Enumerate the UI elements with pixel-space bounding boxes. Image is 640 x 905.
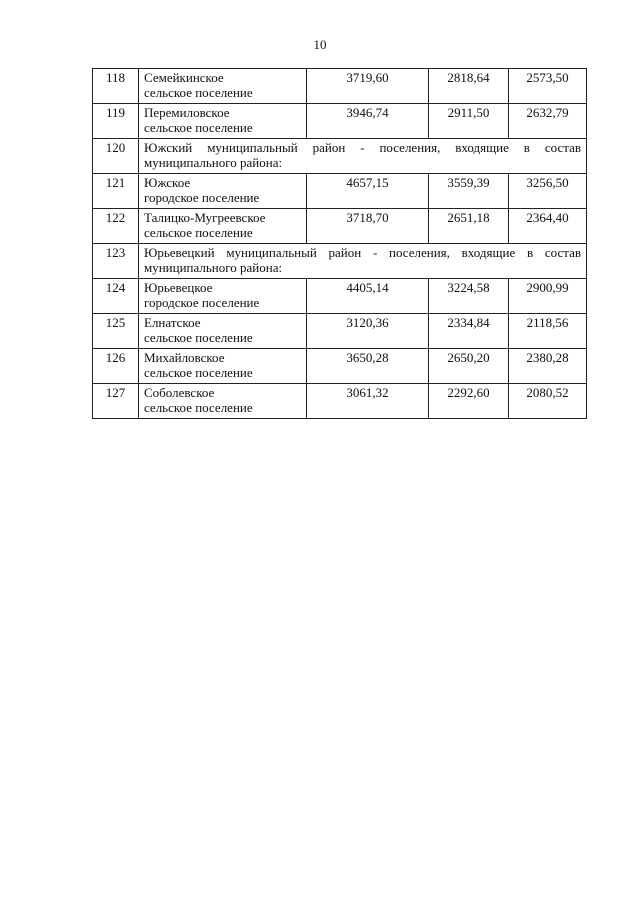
page-number: 10 [313,37,327,52]
table-row [93,279,587,314]
value-col-3: 2632,79 [509,104,587,139]
value-col-3: 2118,56 [509,314,587,349]
settlement-name [139,104,307,139]
value-col-1: 3718,70 [307,209,429,244]
settlement-name [139,349,307,384]
value-col-2: 2334,84 [429,314,509,349]
district-header: Юрьевецкий муниципальный район - поселения, входящие в состав муниципального района: [139,244,587,279]
settlement-name-line1: Михайловское [144,350,225,365]
settlement-name-line1: Талицко-Мугреевское [144,210,266,225]
table-row [93,349,587,384]
settlement-type-line2: сельское поселение [144,85,253,100]
value-col-1: 3946,74 [307,104,429,139]
settlement-name-line1: Юрьевецкое [144,280,213,295]
table-row [93,104,587,139]
value-col-1: 3719,60 [307,69,429,104]
section-header-row [93,244,587,279]
settlement-type-line2: сельское поселение [144,225,253,240]
row-number: 119 [93,104,139,139]
row-number: 121 [93,174,139,209]
value-col-3: 2364,40 [509,209,587,244]
table-row [93,174,587,209]
value-col-1: 4405,14 [307,279,429,314]
settlement-type-line2: сельское поселение [144,120,253,135]
value-col-2: 3559,39 [429,174,509,209]
settlement-type-line2: городское поселение [144,295,260,310]
section-header-row [93,139,587,174]
value-col-3: 2900,99 [509,279,587,314]
settlement-name-line1: Южское [144,175,191,190]
value-col-1: 4657,15 [307,174,429,209]
settlement-name [139,69,307,104]
settlement-type-line2: сельское поселение [144,400,253,415]
settlement-type-line2: городское поселение [144,190,260,205]
value-col-3: 3256,50 [509,174,587,209]
settlement-name [139,279,307,314]
settlement-name [139,174,307,209]
value-col-3: 2380,28 [509,349,587,384]
table-body [93,69,587,419]
settlement-name [139,384,307,419]
row-number: 122 [93,209,139,244]
value-col-1: 3061,32 [307,384,429,419]
row-number: 126 [93,349,139,384]
row-number: 118 [93,69,139,104]
value-col-2: 3224,58 [429,279,509,314]
value-col-2: 2818,64 [429,69,509,104]
settlement-name [139,209,307,244]
table-row [93,209,587,244]
settlement-name-line1: Соболевское [144,385,215,400]
settlement-name [139,314,307,349]
settlement-type-line2: сельское поселение [144,330,253,345]
table-row [93,384,587,419]
tariff-table [92,68,587,419]
value-col-2: 2651,18 [429,209,509,244]
value-col-2: 2911,50 [429,104,509,139]
value-col-3: 2080,52 [509,384,587,419]
row-number: 125 [93,314,139,349]
row-number: 124 [93,279,139,314]
table-row [93,69,587,104]
value-col-2: 2292,60 [429,384,509,419]
value-col-1: 3120,36 [307,314,429,349]
value-col-1: 3650,28 [307,349,429,384]
value-col-3: 2573,50 [509,69,587,104]
settlement-name-line1: Семейкинское [144,70,224,85]
table-row [93,314,587,349]
value-col-2: 2650,20 [429,349,509,384]
row-number: 123 [93,244,139,279]
row-number: 120 [93,139,139,174]
row-number: 127 [93,384,139,419]
settlement-name-line1: Перемиловское [144,105,230,120]
settlement-name-line1: Елнатское [144,315,201,330]
settlement-type-line2: сельское поселение [144,365,253,380]
district-header: Южский муниципальный район - поселения, входящие в состав муниципального района: [139,139,587,174]
